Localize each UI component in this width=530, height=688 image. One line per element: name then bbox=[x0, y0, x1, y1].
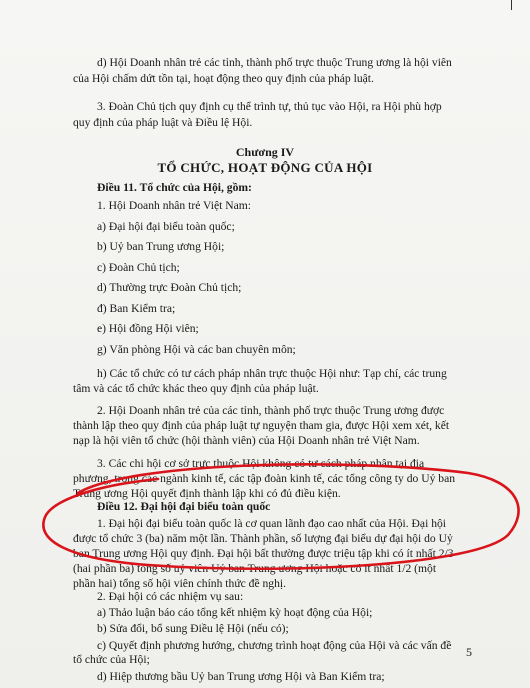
art11-item-d: d) Thường trực Đoàn Chủ tịch; bbox=[97, 281, 242, 294]
art11-item-c: c) Đoàn Chủ tịch; bbox=[97, 261, 180, 274]
scan-mark bbox=[511, 0, 512, 10]
art11-item3-line1: 3. Các chi hội cơ sở trực thuộc Hội không có tư cách pháp nhân tại địa bbox=[97, 457, 425, 470]
art11-item-h-line2: tâm và các tổ chức khác theo quy định của pháp luật. bbox=[73, 382, 319, 395]
art11-item2-line3: nạp là hội viên tổ chức (hội thành viên) của Hội Doanh nhân trẻ Việt Nam. bbox=[73, 434, 420, 447]
art11-item-g: g) Văn phòng Hội và các ban chuyên môn; bbox=[97, 343, 296, 356]
para-d-line2: của Hội chấm dứt tồn tại, hoạt động theo quy định của pháp luật. bbox=[73, 72, 374, 85]
article-11-heading: Điều 11. Tổ chức của Hội, gồm: bbox=[97, 181, 252, 194]
para-3-line2: quy định của pháp luật và Điều lệ Hội. bbox=[73, 116, 253, 129]
page-number: 5 bbox=[466, 645, 472, 659]
art12-item1-line3: ban Trung ương Hội quy định. Đại hội bất thường được triệu tập khi có ít nhất 2/3 bbox=[73, 547, 454, 560]
art12-item2d: d) Hiệp thương bầu Uỷ ban Trung ương Hội và Ban Kiểm tra; bbox=[97, 670, 385, 683]
art12-item2a: a) Thảo luận báo cáo tổng kết nhiệm kỳ hoạt động của Hội; bbox=[97, 606, 373, 619]
art12-item1-line1: 1. Đại hội đại biểu toàn quốc là cơ quan lãnh đạo cao nhất của Hội. Đại hội bbox=[97, 517, 447, 530]
art12-item2c-line2: tổ chức của Hội; bbox=[73, 653, 150, 666]
art11-item-h-line1: h) Các tổ chức có tư cách pháp nhân trực thuộc Hội như: Tạp chí, các trung bbox=[97, 367, 447, 380]
art12-item1-line2: được tổ chức 3 (ba) năm một lần. Thành phần, số lượng đại biểu dự đại hội do Uỷ bbox=[73, 532, 453, 545]
art11-item2-line1: 2. Hội Doanh nhân trẻ của các tỉnh, thành phố trực thuộc Trung ương được bbox=[97, 404, 445, 417]
art12-item1-line4: (hai phần ba) tổng số uỷ viên Uỷ ban Trung ương Hội hoặc có ít nhất 1/2 (một bbox=[73, 562, 437, 575]
art12-item2c-line1: c) Quyết định phương hướng, chương trình hoạt động của Hội và các vấn đề bbox=[97, 639, 452, 652]
art11-item2-line2: thành lập theo quy định của pháp luật tự nguyện tham gia, được Hội xem xét, kết bbox=[73, 419, 450, 432]
para-3-line1: 3. Đoàn Chủ tịch quy định cụ thể trình tự, thủ tục vào Hội, ra Hội phù hợp bbox=[97, 100, 442, 113]
article-12-heading: Điều 12. Đại hội đại biểu toàn quốc bbox=[97, 500, 271, 513]
art12-item2b: b) Sửa đổi, bổ sung Điều lệ Hội (nếu có); bbox=[97, 622, 289, 635]
art11-item1: 1. Hội Doanh nhân trẻ Việt Nam: bbox=[97, 199, 251, 212]
art11-item-e: e) Hội đồng Hội viên; bbox=[97, 322, 199, 335]
art11-item-a: a) Đại hội đại biểu toàn quốc; bbox=[97, 220, 235, 233]
art12-item2: 2. Đại hội có các nhiệm vụ sau: bbox=[97, 590, 244, 603]
art12-item1-line5: phần hai) tổng số hội viên chính thức đề nghị. bbox=[73, 577, 287, 590]
art11-item-dd: đ) Ban Kiểm tra; bbox=[97, 302, 176, 315]
para-d-line1: d) Hội Doanh nhân trẻ các tỉnh, thành phố trực thuộc Trung ương là hội viên bbox=[97, 56, 452, 69]
chapter-title: TỔ CHỨC, HOẠT ĐỘNG CỦA HỘI bbox=[157, 160, 373, 175]
art11-item-b: b) Uỷ ban Trung ương Hội; bbox=[97, 240, 225, 253]
art11-item3-line2: phương, trong các ngành kinh tế, các tập đoàn kinh tế, các tổng công ty do Uỷ ban bbox=[73, 472, 456, 485]
art11-item3-line3: Trung ương Hội quyết định thành lập khi có đủ điều kiện. bbox=[73, 487, 341, 500]
chapter-label: Chương IV bbox=[235, 145, 295, 159]
